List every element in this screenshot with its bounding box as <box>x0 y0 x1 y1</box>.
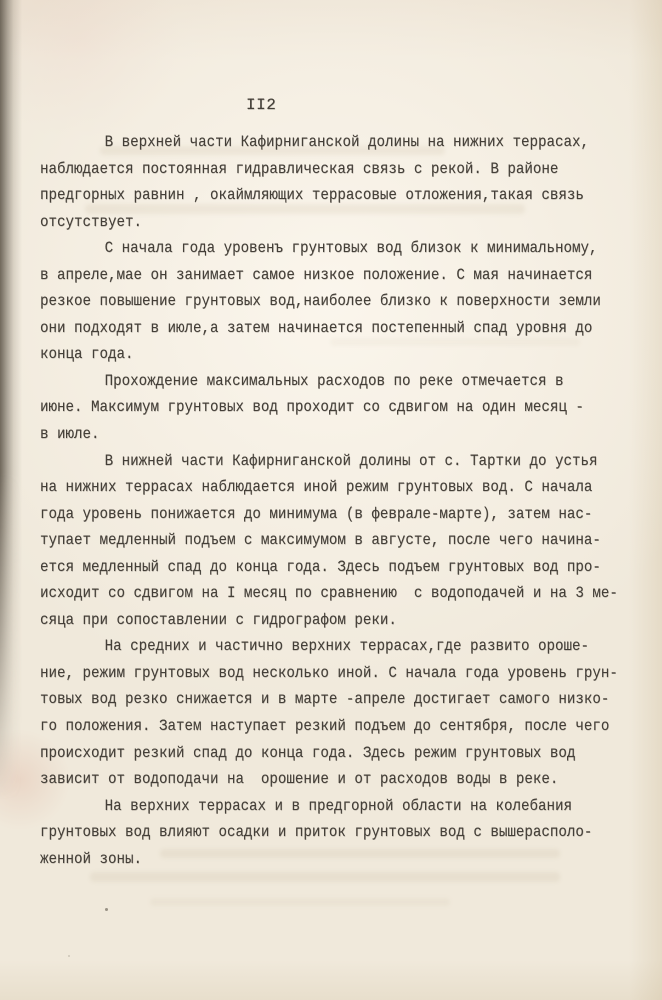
text-line: в апреле,мае он занимает самое низкое положение. С мая начинается <box>40 265 593 284</box>
text-line: конца года. <box>40 345 134 364</box>
text-line: грунтовых вод влияют осадки и приток грунтовых вод с вышерасполо- <box>40 823 593 842</box>
text-line: наблюдается постоянная гидравлическая связь с рекой. В районе <box>40 159 559 178</box>
text-line: На верхних террасах и в предгорной области на колебания <box>104 796 572 815</box>
text-line: исходит со сдвигом на I месяц по сравнению с водоподачей и на 3 ме- <box>40 584 618 603</box>
text-line: предгорных равнин , окаймляющих террасовые отложения,такая связь <box>40 186 584 205</box>
ghost-text-line <box>90 872 560 882</box>
text-line: С начала года уровенъ грунтовых вод близок к минимальному, <box>104 239 598 258</box>
text-line: года уровень понижается до минимума (в феврале-марте), затем нас- <box>40 504 593 523</box>
page-number: II2 <box>246 96 277 114</box>
ink-speck <box>105 908 108 911</box>
text-line: резкое повышение грунтовых вод,наиболее близко к поверхности земли <box>40 292 601 311</box>
text-line: ется медленный спад до конца года. Здесь подъем грунтовых вод про- <box>40 557 601 576</box>
text-line: на нижних террасах наблюдается иной режим грунтовых вод. С начала <box>40 478 593 497</box>
text-line: го положения. Затем наступает резкий подъем до сентября, после чего <box>40 717 610 736</box>
text-line: На средних и частично верхних террасах,где развито ороше- <box>104 637 589 656</box>
text-line: женной зоны. <box>40 849 142 868</box>
text-line: отсутствует. <box>40 212 142 231</box>
text-line: В нижней части Кафирниганской долины от с. Тартки до устья <box>104 451 598 470</box>
ghost-text-line <box>150 898 450 906</box>
text-line: происходит резкий спад до конца года. Здесь режим грунтовых вод <box>40 743 576 762</box>
text-line: товых вод резко снижается и в марте -апреле достигает самого низко- <box>40 690 610 709</box>
text-line: В верхней части Кафирниганской долины на нижних террасах, <box>104 133 589 151</box>
text-line: зависит от водоподачи на орошение и от расходов воды в реке. <box>40 770 559 789</box>
ink-speck <box>68 955 70 957</box>
typewritten-text <box>40 129 624 872</box>
text-line: они подходят в июле,а затем начинается постепенный спад уровня до <box>40 318 593 337</box>
text-line: Прохождение максимальных расходов по реке отмечается в <box>104 371 564 390</box>
text-line: ние, режим грунтовых вод несколько иной. С начала года уровень грун- <box>40 663 618 682</box>
text-line: в июле. <box>40 425 100 444</box>
book-binding-shadow <box>0 0 22 860</box>
text-line: тупает медленный подъем с максимумом в августе, после чего начина- <box>40 531 601 550</box>
text-line: сяца при сопоставлении с гидрографом реки. <box>40 610 397 629</box>
text-line: июне. Максимум грунтовых вод проходит со сдвигом на один месяц - <box>40 398 584 417</box>
